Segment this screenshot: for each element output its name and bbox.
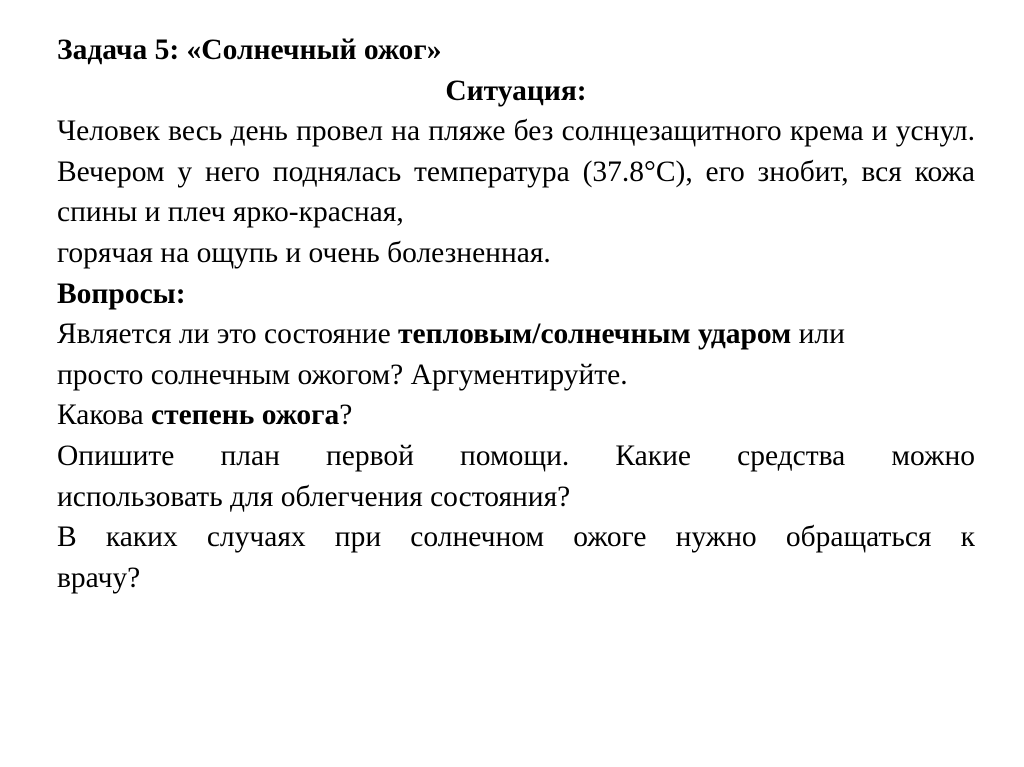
question-1	[57, 314, 975, 355]
situation-text-end: горячая на ощупь и очень болезненная.	[57, 236, 551, 269]
situation-heading: Ситуация:	[445, 74, 587, 107]
questions-heading: Вопросы:	[57, 277, 186, 310]
question-1-text: Является ли это состояние	[57, 318, 399, 351]
question-4-line-1: В каких случаях при солнечном ожоге нужно обращаться к	[57, 521, 975, 554]
question-4-end: врачу?	[57, 561, 141, 594]
question-4	[57, 517, 975, 558]
question-3-line-1: Опишите план первой помощи. Какие средства можно	[57, 439, 975, 472]
slide-content	[57, 30, 975, 598]
question-1-emphasis: тепловым/солнечным ударом	[398, 318, 792, 351]
question-2-text: Какова	[57, 399, 151, 432]
situation-text: Человек весь день провел на пляже без солнцезащитного крема и уснул. Вечером у него поднялась температура (37.8°C), его знобит, вся кожа спины и плеч ярко-красная,	[57, 115, 975, 229]
question-2-emphasis: степень ожога	[150, 399, 340, 432]
question-3-end: использовать для облегчения состояния?	[57, 480, 571, 513]
question-3	[57, 436, 975, 477]
question-1-end: просто солнечным ожогом? Аргументируйте.	[57, 358, 628, 391]
task-title: Задача 5: «Солнечный ожог»	[57, 34, 442, 66]
question-2	[57, 395, 975, 436]
question-1-text-after: или	[791, 318, 845, 351]
question-2-text-after: ?	[339, 399, 353, 432]
